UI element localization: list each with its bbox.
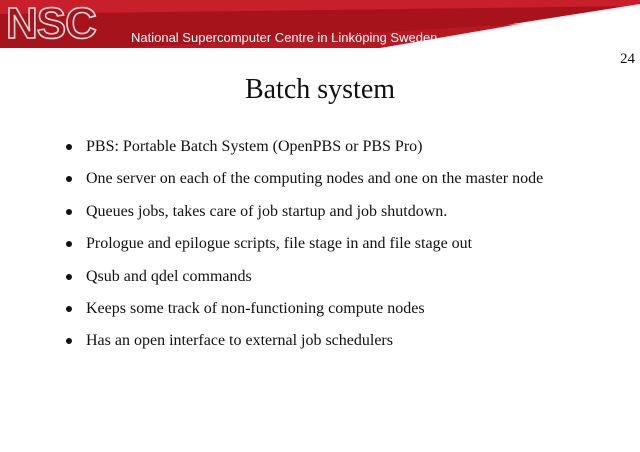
bullet-icon	[66, 209, 72, 215]
header-banner	[0, 0, 640, 48]
bullet-item	[63, 202, 583, 221]
bullet-icon	[66, 274, 72, 280]
bullet-text: Has an open interface to external job schedulers	[86, 332, 393, 350]
bullet-icon	[66, 176, 72, 182]
bullet-icon	[66, 144, 72, 150]
bullet-list	[63, 137, 583, 364]
bullet-icon	[66, 338, 72, 344]
bullet-item	[63, 137, 583, 156]
bullet-item	[63, 331, 583, 350]
nsc-logo: NSC	[6, 0, 96, 48]
bullet-item	[63, 234, 583, 253]
bullet-item	[63, 267, 583, 286]
bullet-icon	[66, 306, 72, 312]
slide-title: Batch system	[244, 74, 396, 105]
page-number: 24	[620, 51, 635, 67]
bullet-icon	[66, 241, 72, 247]
bullet-text: Keeps some track of non-functioning compute nodes	[86, 299, 425, 317]
bullet-text: PBS: Portable Batch System (OpenPBS or PBS Pro)	[86, 138, 423, 155]
bullet-text: Prologue and epilogue scripts, file stage in and file stage out	[86, 235, 473, 253]
bullet-text: One server on each of the computing nodes and one on the master node	[86, 170, 544, 188]
bullet-text: Qsub and qdel commands	[86, 267, 252, 285]
bullet-item	[63, 169, 583, 188]
bullet-text: Queues jobs, takes care of job startup and job shutdown.	[86, 202, 448, 220]
bullet-item	[63, 299, 583, 318]
organization-name: National Supercomputer Centre in Linköping Sweden	[131, 30, 438, 45]
